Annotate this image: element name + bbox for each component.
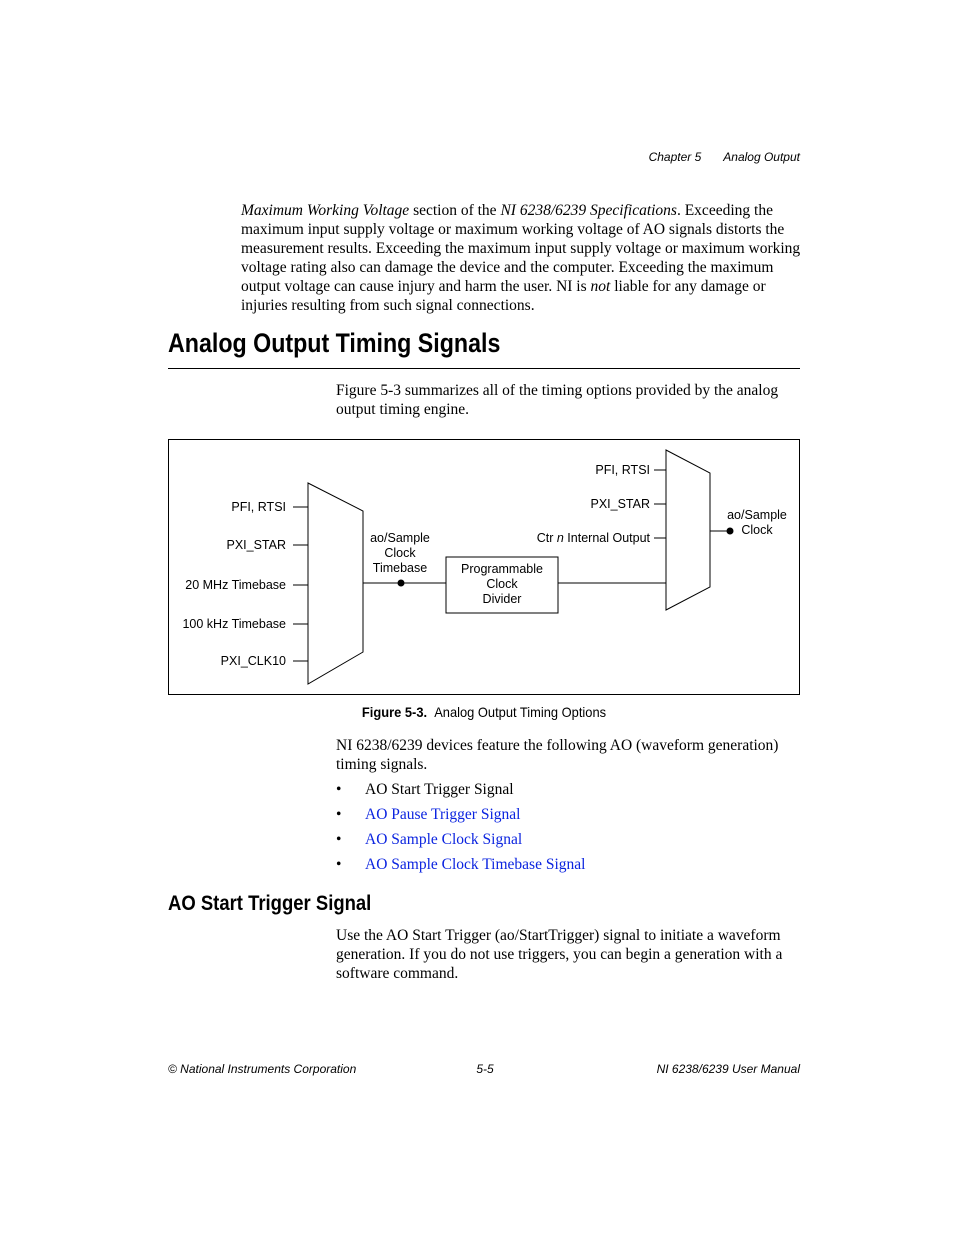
intro-doc-italic: NI 6238/6239 Specifications bbox=[500, 202, 677, 219]
footer-page-number: 5-5 bbox=[476, 1062, 494, 1076]
right-mux bbox=[666, 450, 710, 610]
header-section: Analog Output bbox=[723, 150, 800, 164]
left-input-label-4: 100 kHz Timebase bbox=[182, 617, 286, 631]
list-item bbox=[336, 830, 796, 855]
divider-label-2: Clock bbox=[486, 577, 518, 591]
subsection-heading: AO Start Trigger Signal bbox=[168, 892, 372, 915]
signal-list bbox=[336, 780, 796, 880]
right-input-label-1: PFI, RTSI bbox=[595, 463, 650, 477]
intro-text-2: . Exceeding the maximum input supply voltage or maximum working voltage of AO signals distorts the measurement results. Exceeding the maximum input supply voltage or maximum working voltage rating also can damage the device and the computer. Exceeding the maximum output voltage can cause injury and harm the user. NI is bbox=[241, 202, 801, 295]
list-item-text: AO Start Trigger Signal bbox=[365, 781, 514, 798]
timing-diagram-svg bbox=[169, 440, 799, 694]
divider-label-1: Programmable bbox=[461, 562, 543, 576]
bullet-icon: • bbox=[336, 831, 342, 848]
footer-copyright: © National Instruments Corporation bbox=[168, 1062, 357, 1076]
timebase-label-1: ao/Sample bbox=[370, 531, 430, 545]
link-ao-sample-clock[interactable]: AO Sample Clock Signal bbox=[365, 831, 523, 848]
footer-manual-title: NI 6238/6239 User Manual bbox=[656, 1062, 800, 1076]
left-mux bbox=[308, 483, 363, 684]
timebase-node bbox=[398, 580, 405, 587]
intro-text-3: liable for any damage or injuries resulting from such signal connections. bbox=[241, 278, 766, 314]
right-input-label-3: Ctr n Internal Output bbox=[536, 531, 650, 545]
timebase-label-3: Timebase bbox=[372, 561, 428, 575]
intro-text-1: section of the bbox=[409, 202, 501, 219]
link-ao-sample-clock-timebase[interactable]: AO Sample Clock Timebase Signal bbox=[365, 856, 586, 873]
output-node bbox=[727, 528, 734, 535]
figure-caption bbox=[193, 704, 774, 720]
list-intro: NI 6238/6239 devices feature the following AO (waveform generation) timing signals. bbox=[336, 737, 779, 773]
output-label-1: ao/Sample bbox=[727, 508, 787, 522]
section-heading: Analog Output Timing Signals bbox=[168, 328, 501, 358]
bullet-icon: • bbox=[336, 806, 342, 823]
running-header bbox=[600, 150, 800, 164]
list-item bbox=[336, 855, 796, 880]
bullet-icon: • bbox=[336, 781, 342, 798]
intro-not-italic: not bbox=[590, 278, 611, 295]
output-label-2: Clock bbox=[741, 523, 773, 537]
header-chapter: Chapter 5 bbox=[648, 150, 702, 164]
caption-label: Figure 5-3. bbox=[361, 704, 428, 720]
intro-paragraph bbox=[241, 201, 801, 315]
left-input-label-1: PFI, RTSI bbox=[231, 500, 286, 514]
bullet-icon: • bbox=[336, 856, 342, 873]
section-paragraph: Use the AO Start Trigger (ao/StartTrigger) signal to initiate a waveform generation. If you do not use triggers, you can begin a generation with a software command. bbox=[336, 927, 783, 982]
heading-rule bbox=[168, 368, 800, 369]
timing-diagram bbox=[168, 439, 800, 695]
divider-label-3: Divider bbox=[482, 592, 522, 606]
right-input-label-2: PXI_STAR bbox=[590, 497, 650, 511]
left-input-label-3: 20 MHz Timebase bbox=[185, 578, 286, 592]
figure-intro: Figure 5-3 summarizes all of the timing options provided by the analog output timing engine. bbox=[336, 382, 779, 418]
timebase-label-2: Clock bbox=[384, 546, 416, 560]
intro-ref-italic: Maximum Working Voltage bbox=[241, 202, 410, 219]
caption-text: Analog Output Timing Options bbox=[434, 704, 607, 720]
list-item bbox=[336, 780, 796, 805]
left-input-label-2: PXI_STAR bbox=[226, 538, 286, 552]
left-input-label-5: PXI_CLK10 bbox=[220, 654, 286, 668]
list-item bbox=[336, 805, 796, 830]
link-ao-pause-trigger[interactable]: AO Pause Trigger Signal bbox=[365, 806, 521, 823]
